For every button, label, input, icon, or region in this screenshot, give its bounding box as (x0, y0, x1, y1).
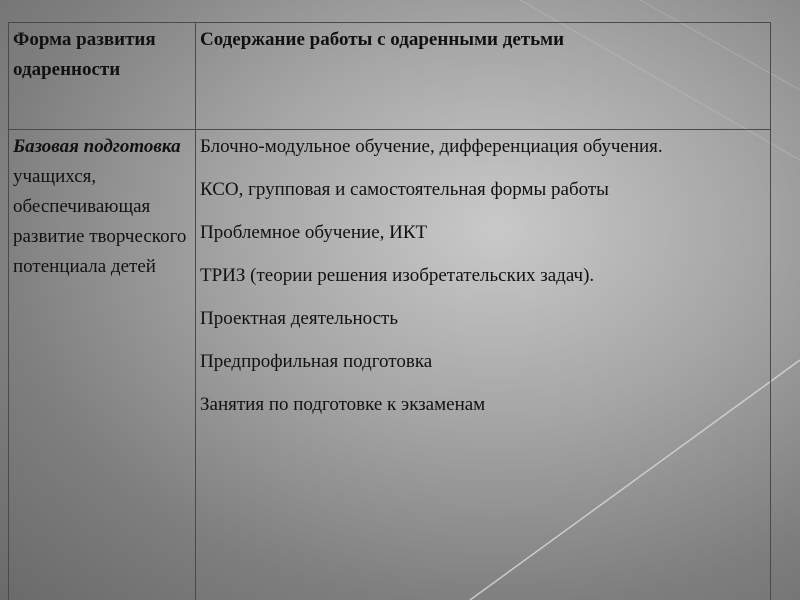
list-item: Предпрофильная подготовка (200, 351, 433, 372)
list-item: КСО, групповая и самостоятельная формы работы (200, 179, 609, 200)
form-description: учащихся, обеспечивающая развитие творческого потенциала детей (13, 166, 187, 277)
table-row (9, 130, 771, 600)
header-work-content: Содержание работы с одаренными детьми (196, 23, 771, 130)
form-emphasis-base: Базовая (13, 136, 79, 157)
giftedness-table (8, 22, 771, 600)
table-header-row (9, 23, 771, 130)
header-form-of-giftedness: Форма развития одаренности (9, 23, 196, 130)
form-emphasis-preparation: подготовка (83, 136, 181, 157)
form-cell (9, 130, 196, 600)
content-list (200, 132, 766, 420)
content-cell (196, 130, 771, 600)
list-item: Занятия по подготовке к экзаменам (200, 394, 486, 415)
list-item: Проблемное обучение, ИКТ (200, 222, 428, 243)
list-item: Блочно-модульное обучение, дифференциация обучения. (200, 136, 663, 157)
list-item: ТРИЗ (теории решения изобретательских задач). (200, 265, 595, 286)
list-item: Проектная деятельность (200, 308, 399, 329)
